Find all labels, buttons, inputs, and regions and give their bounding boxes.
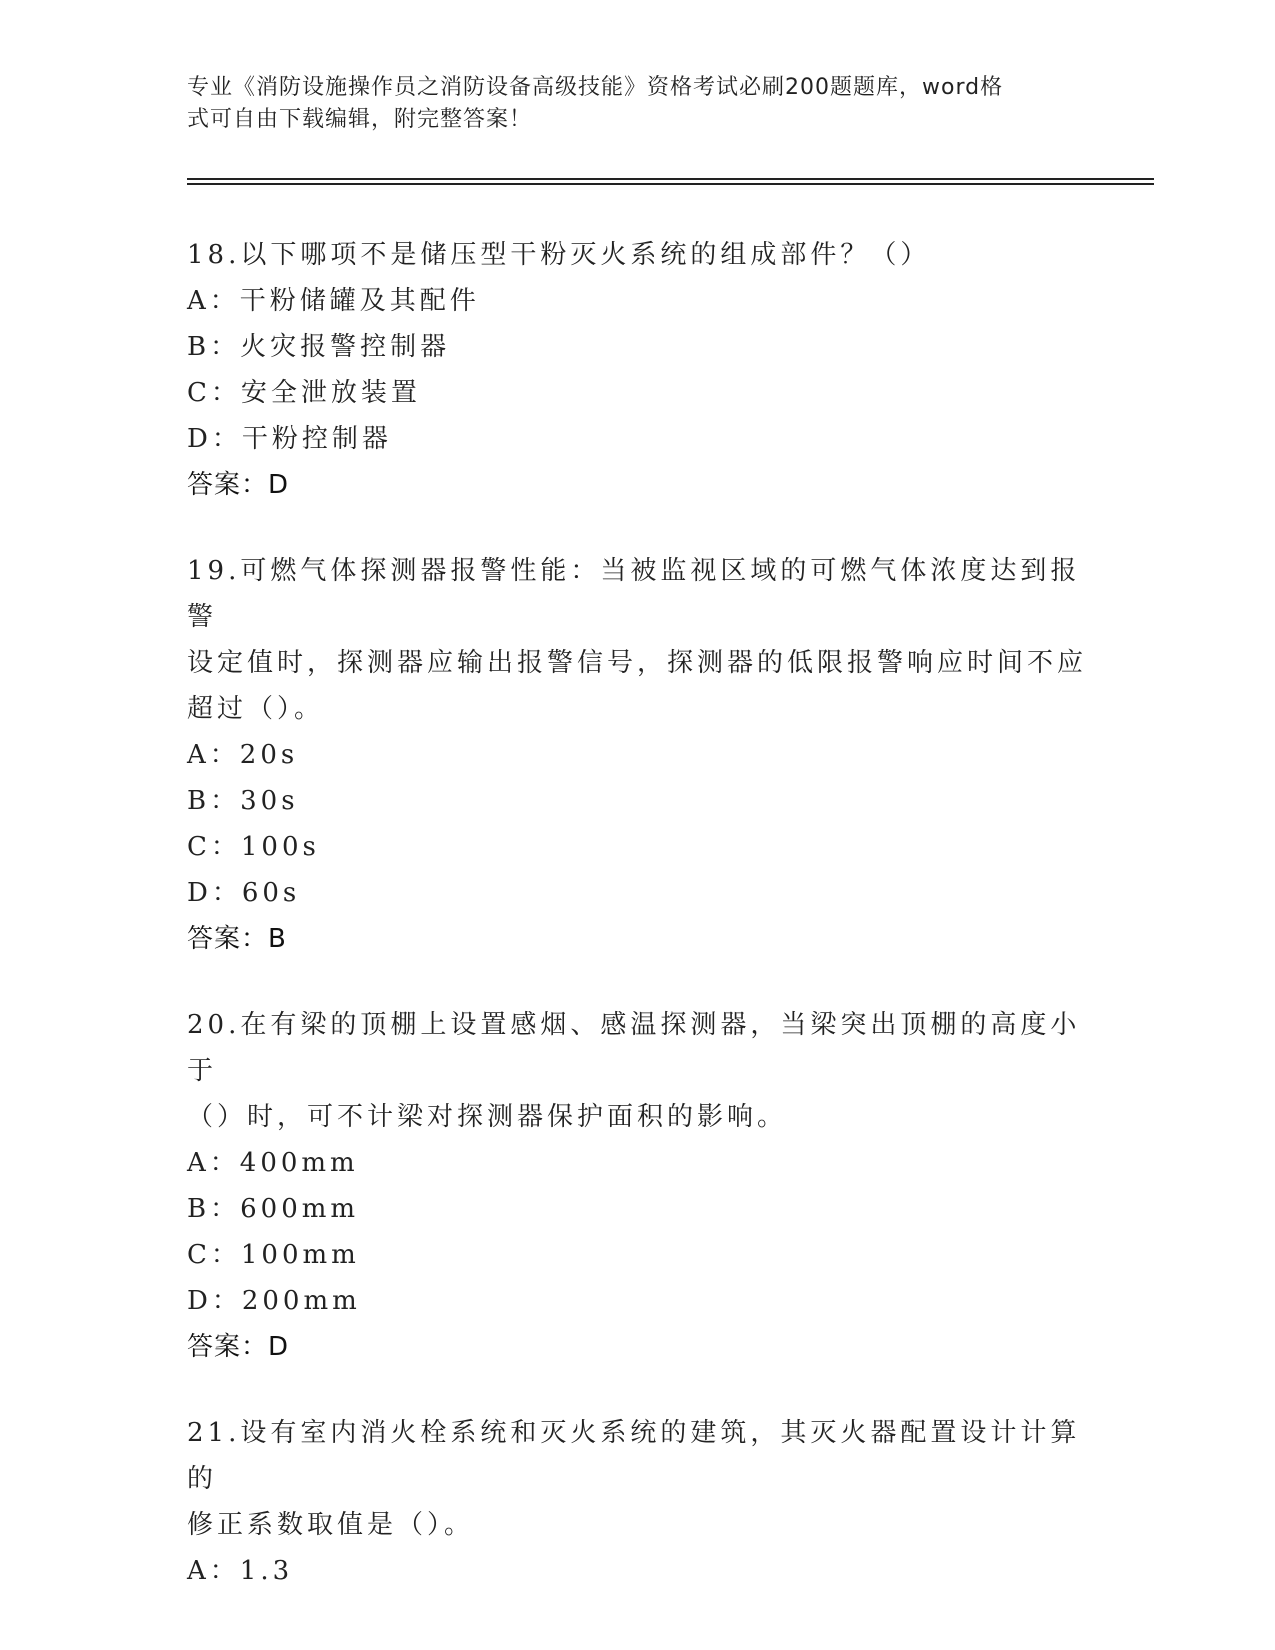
option-c: C：100s xyxy=(187,832,320,862)
option-b: B：火灾报警控制器 xyxy=(187,332,451,362)
question-text: 超过（）。 xyxy=(187,694,325,724)
question-21 xyxy=(187,1410,1087,1594)
question-20 xyxy=(187,1002,1087,1370)
question-text: 20.在有梁的顶棚上设置感烟、感温探测器，当梁突出顶棚的高度小于 xyxy=(187,1010,1081,1086)
document-header xyxy=(187,72,1067,136)
option-d: D：200mm xyxy=(187,1286,361,1316)
question-text: 修正系数取值是（）。 xyxy=(187,1510,475,1540)
option-d: D：60s xyxy=(187,878,301,908)
answer: 答案：D xyxy=(187,1332,290,1362)
question-text: 设定值时，探测器应输出报警信号，探测器的低限报警响应时间不应 xyxy=(187,648,1088,678)
answer: 答案：B xyxy=(187,924,287,954)
question-text: （）时，可不计梁对探测器保护面积的影响。 xyxy=(187,1102,788,1132)
option-a: A：20s xyxy=(187,740,299,770)
answer: 答案：D xyxy=(187,470,290,500)
option-b: B：600mm xyxy=(187,1194,360,1224)
header-line-1: 专业《消防设施操作员之消防设备高级技能》资格考试必刷200题题库，word格 xyxy=(187,75,1004,100)
question-text: 19.可燃气体探测器报警性能：当被监视区域的可燃气体浓度达到报警 xyxy=(187,556,1081,632)
option-b: B：30s xyxy=(187,786,299,816)
header-divider-top xyxy=(187,178,1154,180)
question-text: 18.以下哪项不是储压型干粉灭火系统的组成部件？（） xyxy=(187,240,931,270)
option-c: C：安全泄放装置 xyxy=(187,378,421,408)
option-d: D：干粉控制器 xyxy=(187,424,392,454)
question-text: 21.设有室内消火栓系统和灭火系统的建筑，其灭火器配置设计计算的 xyxy=(187,1418,1081,1494)
header-divider-bottom xyxy=(187,183,1154,185)
header-line-2: 式可自由下载编辑，附完整答案！ xyxy=(187,107,533,132)
question-18 xyxy=(187,232,1087,508)
option-c: C：100mm xyxy=(187,1240,360,1270)
question-list xyxy=(187,232,1087,1634)
option-a: A：干粉储罐及其配件 xyxy=(187,286,480,316)
option-a: A：1.3 xyxy=(187,1556,294,1586)
question-19 xyxy=(187,548,1087,962)
option-a: A：400mm xyxy=(187,1148,359,1178)
